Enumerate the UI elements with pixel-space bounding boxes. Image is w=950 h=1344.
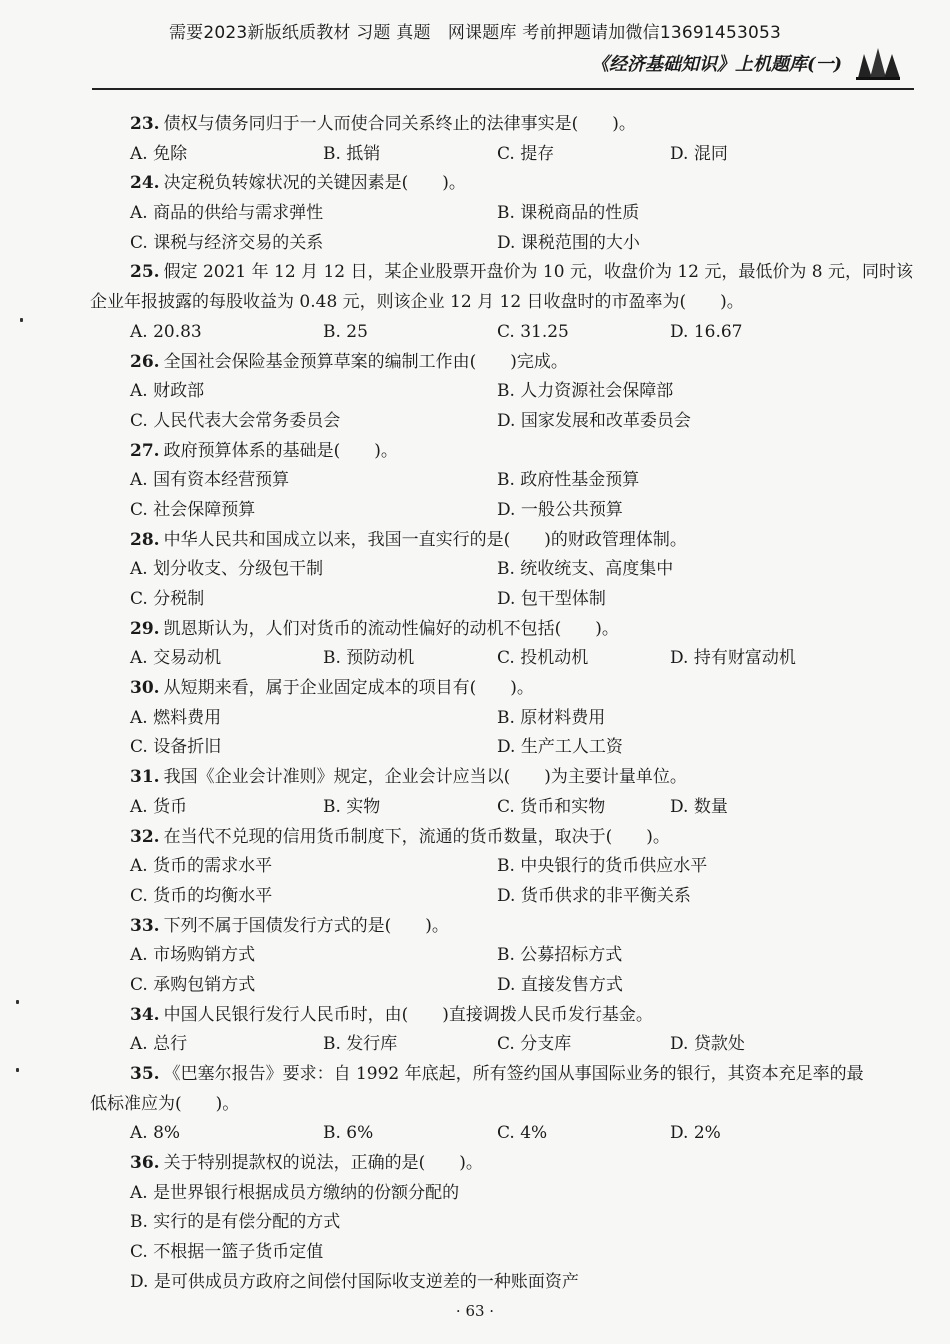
option: D. 国家发展和改革委员会 <box>497 410 691 431</box>
option: C. 人民代表大会常务委员会 <box>130 410 341 431</box>
option: C. 货币和实物 <box>497 796 606 817</box>
option: C. 不根据一篮子货币定值 <box>130 1242 324 1263</box>
scan-speck <box>16 1068 19 1072</box>
option: A. 划分收支、分级包干制 <box>130 559 324 580</box>
option: B. 统收统支、高度集中 <box>497 559 674 580</box>
option: D. 贷款处 <box>670 1034 745 1055</box>
question-23: 23. 债权与债务同归于一人而使合同关系终止的法律事实是( )。 <box>130 114 636 134</box>
question-list <box>90 110 914 1298</box>
option: D. 课税范围的大小 <box>497 232 640 253</box>
option: A. 国有资本经营预算 <box>130 470 290 491</box>
options-27a <box>130 466 900 496</box>
option: C. 社会保障预算 <box>130 499 256 520</box>
options-26a <box>130 377 900 407</box>
question-28: 28. 中华人民共和国成立以来，我国一直实行的是( )的财政管理体制。 <box>130 529 687 550</box>
options-36d <box>130 1268 900 1298</box>
options-33a <box>130 941 900 971</box>
option: B. 实行的是有偿分配的方式 <box>130 1212 341 1233</box>
options-31 <box>130 793 900 823</box>
options-28b <box>130 585 900 615</box>
option: B. 中央银行的货币供应水平 <box>497 856 708 877</box>
option: B. 发行库 <box>323 1034 398 1055</box>
option: C. 课税与经济交易的关系 <box>130 232 324 253</box>
option: B. 原材料费用 <box>497 707 606 728</box>
options-27b <box>130 496 900 526</box>
option: A. 财政部 <box>130 381 205 402</box>
option: C. 投机动机 <box>497 648 589 669</box>
question-26: 26. 全国社会保险基金预算草案的编制工作由( )完成。 <box>130 351 568 372</box>
option: A. 商品的供给与需求弹性 <box>130 203 324 224</box>
options-29 <box>130 644 900 674</box>
options-36a <box>130 1179 900 1209</box>
options-24a <box>130 199 900 229</box>
question-35-continuation: 低标准应为( )。 <box>90 1093 240 1114</box>
option: C. 分税制 <box>130 589 205 609</box>
option: A. 8% <box>130 1123 181 1144</box>
question-36: 36. 关于特别提款权的说法，正确的是( )。 <box>130 1153 483 1174</box>
option: D. 包干型体制 <box>497 589 606 609</box>
option: D. 一般公共预算 <box>497 499 623 520</box>
option: B. 公募招标方式 <box>497 945 623 966</box>
options-32a <box>130 852 900 882</box>
option: B. 预防动机 <box>323 648 415 669</box>
book-stack-logo-icon <box>854 44 902 80</box>
option: C. 分支库 <box>497 1034 572 1055</box>
option: D. 货币供求的非平衡关系 <box>497 885 691 906</box>
question-24: 24. 决定税负转嫁状况的关键因素是( )。 <box>130 173 466 194</box>
question-32: 32. 在当代不兑现的信用货币制度下，流通的货币数量，取决于( )。 <box>130 826 670 847</box>
options-36b <box>130 1208 900 1238</box>
option: D. 直接发售方式 <box>497 974 623 995</box>
scan-speck <box>16 1000 19 1004</box>
question-25-continuation: 企业年报披露的每股收益为 0.48 元，则该企业 12 月 12 日收盘时的市盈率为( )。 <box>90 292 744 313</box>
page-header-title: 《经济基础知识》上机题库(一) <box>590 54 842 75</box>
option: D. 生产工人工资 <box>497 737 623 758</box>
options-30b <box>130 733 900 763</box>
question-25: 25. 假定 2021 年 12 月 12 日，某企业股票开盘价为 10 元，收盘价为 12 元，最低价为 8 元，同时该 <box>130 262 914 283</box>
option: C. 4% <box>497 1123 548 1144</box>
option: D. 持有财富动机 <box>670 648 796 669</box>
option: A. 是世界银行根据成员方缴纳的份额分配的 <box>130 1182 460 1203</box>
option: A. 货币 <box>130 796 188 817</box>
option: D. 数量 <box>670 796 728 817</box>
option: B. 6% <box>323 1123 374 1144</box>
question-31: 31. 我国《企业会计准则》规定，企业会计应当以( )为主要计量单位。 <box>130 767 687 788</box>
question-30: 30. 从短期来看，属于企业固定成本的项目有( )。 <box>130 678 534 699</box>
header-rule <box>92 88 914 90</box>
question-35: 35. 《巴塞尔报告》要求：自 1992 年底起，所有签约国从事国际业务的银行，其资本充足率的最 <box>130 1064 864 1084</box>
option: C. 承购包销方式 <box>130 974 256 995</box>
option: B. 25 <box>323 321 368 342</box>
option: B. 课税商品的性质 <box>497 203 640 224</box>
scan-speck <box>20 318 23 322</box>
options-28a <box>130 555 900 585</box>
question-27: 27. 政府预算体系的基础是( )。 <box>130 440 398 461</box>
option: C. 提存 <box>497 143 555 164</box>
option: B. 实物 <box>323 796 381 817</box>
options-32b <box>130 882 900 912</box>
option: A. 免除 <box>130 143 188 164</box>
option: B. 政府性基金预算 <box>497 470 640 491</box>
option: B. 人力资源社会保障部 <box>497 381 674 402</box>
question-29: 29. 凯恩斯认为，人们对货币的流动性偏好的动机不包括( )。 <box>130 618 619 639</box>
options-30a <box>130 704 900 734</box>
option: D. 是可供成员方政府之间偿付国际收支逆差的一种账面资产 <box>130 1271 579 1292</box>
option: A. 货币的需求水平 <box>130 856 273 877</box>
option: C. 31.25 <box>497 321 569 342</box>
option: C. 货币的均衡水平 <box>130 885 273 906</box>
promo-banner: 需要2023新版纸质教材 习题 真题 网课题库 考前押题请加微信13691453053 <box>168 23 782 43</box>
question-34: 34. 中国人民银行发行人民币时，由( )直接调拨人民币发行基金。 <box>130 1004 653 1025</box>
option: B. 抵销 <box>323 143 381 164</box>
option: A. 交易动机 <box>130 648 222 669</box>
option: C. 设备折旧 <box>130 737 222 758</box>
options-33b <box>130 971 900 1001</box>
page-number: · 63 · <box>455 1302 495 1320</box>
option: D. 2% <box>670 1123 721 1144</box>
option: A. 市场购销方式 <box>130 945 256 966</box>
options-36c <box>130 1238 900 1268</box>
option: A. 20.83 <box>130 321 202 342</box>
options-23 <box>130 140 900 170</box>
question-33: 33. 下列不属于国债发行方式的是( )。 <box>130 915 449 936</box>
option: D. 混同 <box>670 143 728 164</box>
options-35 <box>130 1119 900 1149</box>
options-26b <box>130 407 900 437</box>
options-25 <box>130 318 900 348</box>
option: D. 16.67 <box>670 321 743 342</box>
option: A. 总行 <box>130 1034 188 1055</box>
option: A. 燃料费用 <box>130 707 222 728</box>
options-34 <box>130 1030 900 1060</box>
options-24b <box>130 229 900 259</box>
